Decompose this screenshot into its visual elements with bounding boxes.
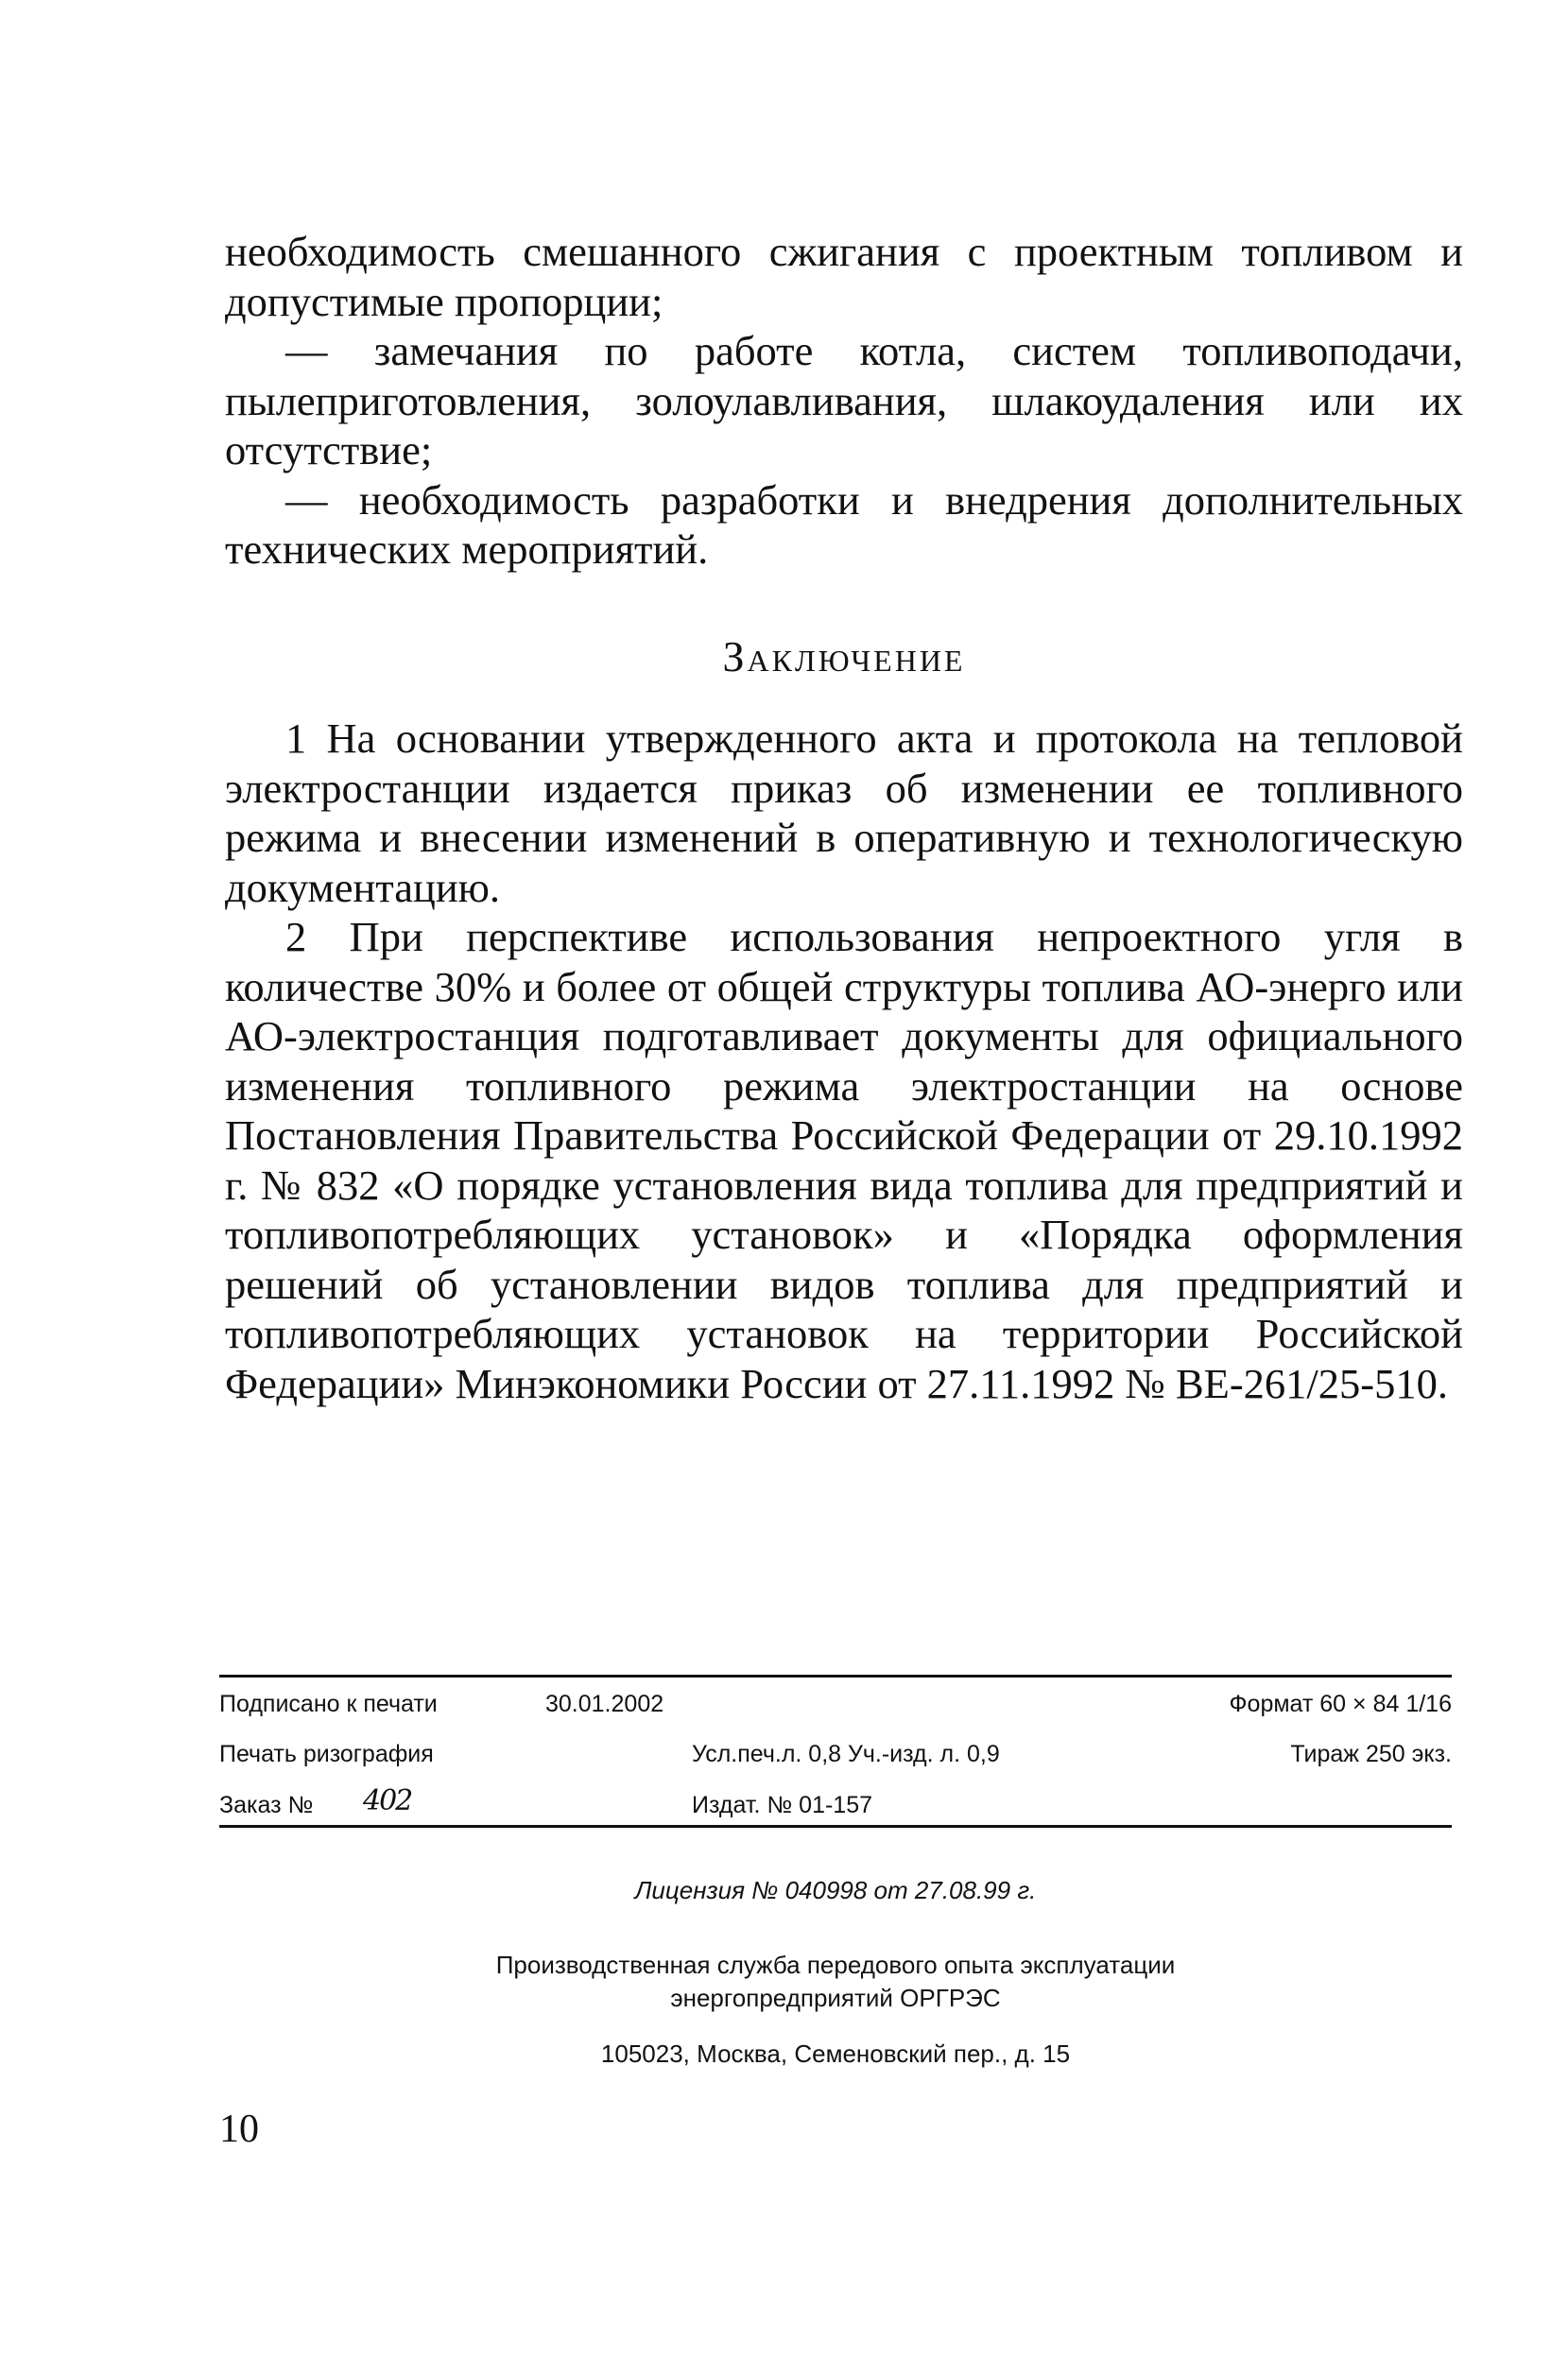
signed-label: Подписано к печати [219,1691,438,1717]
print-type: Печать ризография [219,1741,434,1767]
conclusion-paragraph-2: 2 При перспективе использования непроектного угля в количестве 30% и более от общей структуры топлива АО-энерго или АО-электростанция подготавливает документы для официального изменения топливного режима электростанции на основе Постановления Правительства Российской Федерации от 29.10.1992 г. № 832 «О порядке установления вида топлива для предприятий и топливопотребляющих установок» и «Порядка оформления решений об установлении видов топлива для предприятий и топливопотребляющих установок на территории Российской Федерации» Минэкономики России от 27.11.1992 № ВЕ-261/25-510. [225,913,1463,1407]
license-line: Лицензия № 040998 от 27.08.99 г. [634,1876,1037,1904]
imprint-row-order [219,1784,1452,1820]
conclusion-paragraph-1: 1 На основании утвержденного акта и протокола на тепловой электростанции издается приказ об изменении ее топливного режима и внесении изменений в оперативную и технологическую документацию. [225,714,1463,911]
order-number-handwritten: 402 [363,1784,412,1817]
imprint-row-print [219,1739,1452,1769]
imprint-row-signed [219,1689,1452,1719]
intro-paragraph-2: — замечания по работе котла, систем топливоподачи, пылеприготовления, золоулавливания, шлакоудаления или их отсутствие; [225,327,1463,473]
imprint-bottom-rule [219,1825,1452,1828]
page-number: 10 [219,2108,259,2151]
section-heading: Заключение [722,632,966,680]
organization-line-1: Производственная служба передового опыта эксплуатации [495,1951,1176,1979]
sheets-info: Усл.печ.л. 0,8 Уч.-изд. л. 0,9 [692,1741,1000,1767]
imprint-top-rule [219,1675,1452,1678]
conclusion-text-block [225,714,1463,1408]
order-label: Заказ № [219,1792,314,1818]
format-value: Формат 60 × 84 1/16 [1229,1691,1452,1717]
signed-date: 30.01.2002 [545,1691,664,1717]
organization-line-2: энергопредприятий ОРГРЭС [670,1984,1001,2012]
intro-paragraph-3: — необходимость разработки и внедрения дополнительных технических мероприятий. [225,475,1463,573]
intro-paragraph-1: необходимость смешанного сжигания с проектным топливом и допустимые пропорции; [225,228,1463,325]
publisher-number: Издат. № 01-157 [692,1792,873,1818]
circulation: Тираж 250 экз. [1290,1741,1452,1767]
intro-text-block [225,227,1463,575]
address-line: 105023, Москва, Семеновский пер., д. 15 [600,2039,1071,2068]
